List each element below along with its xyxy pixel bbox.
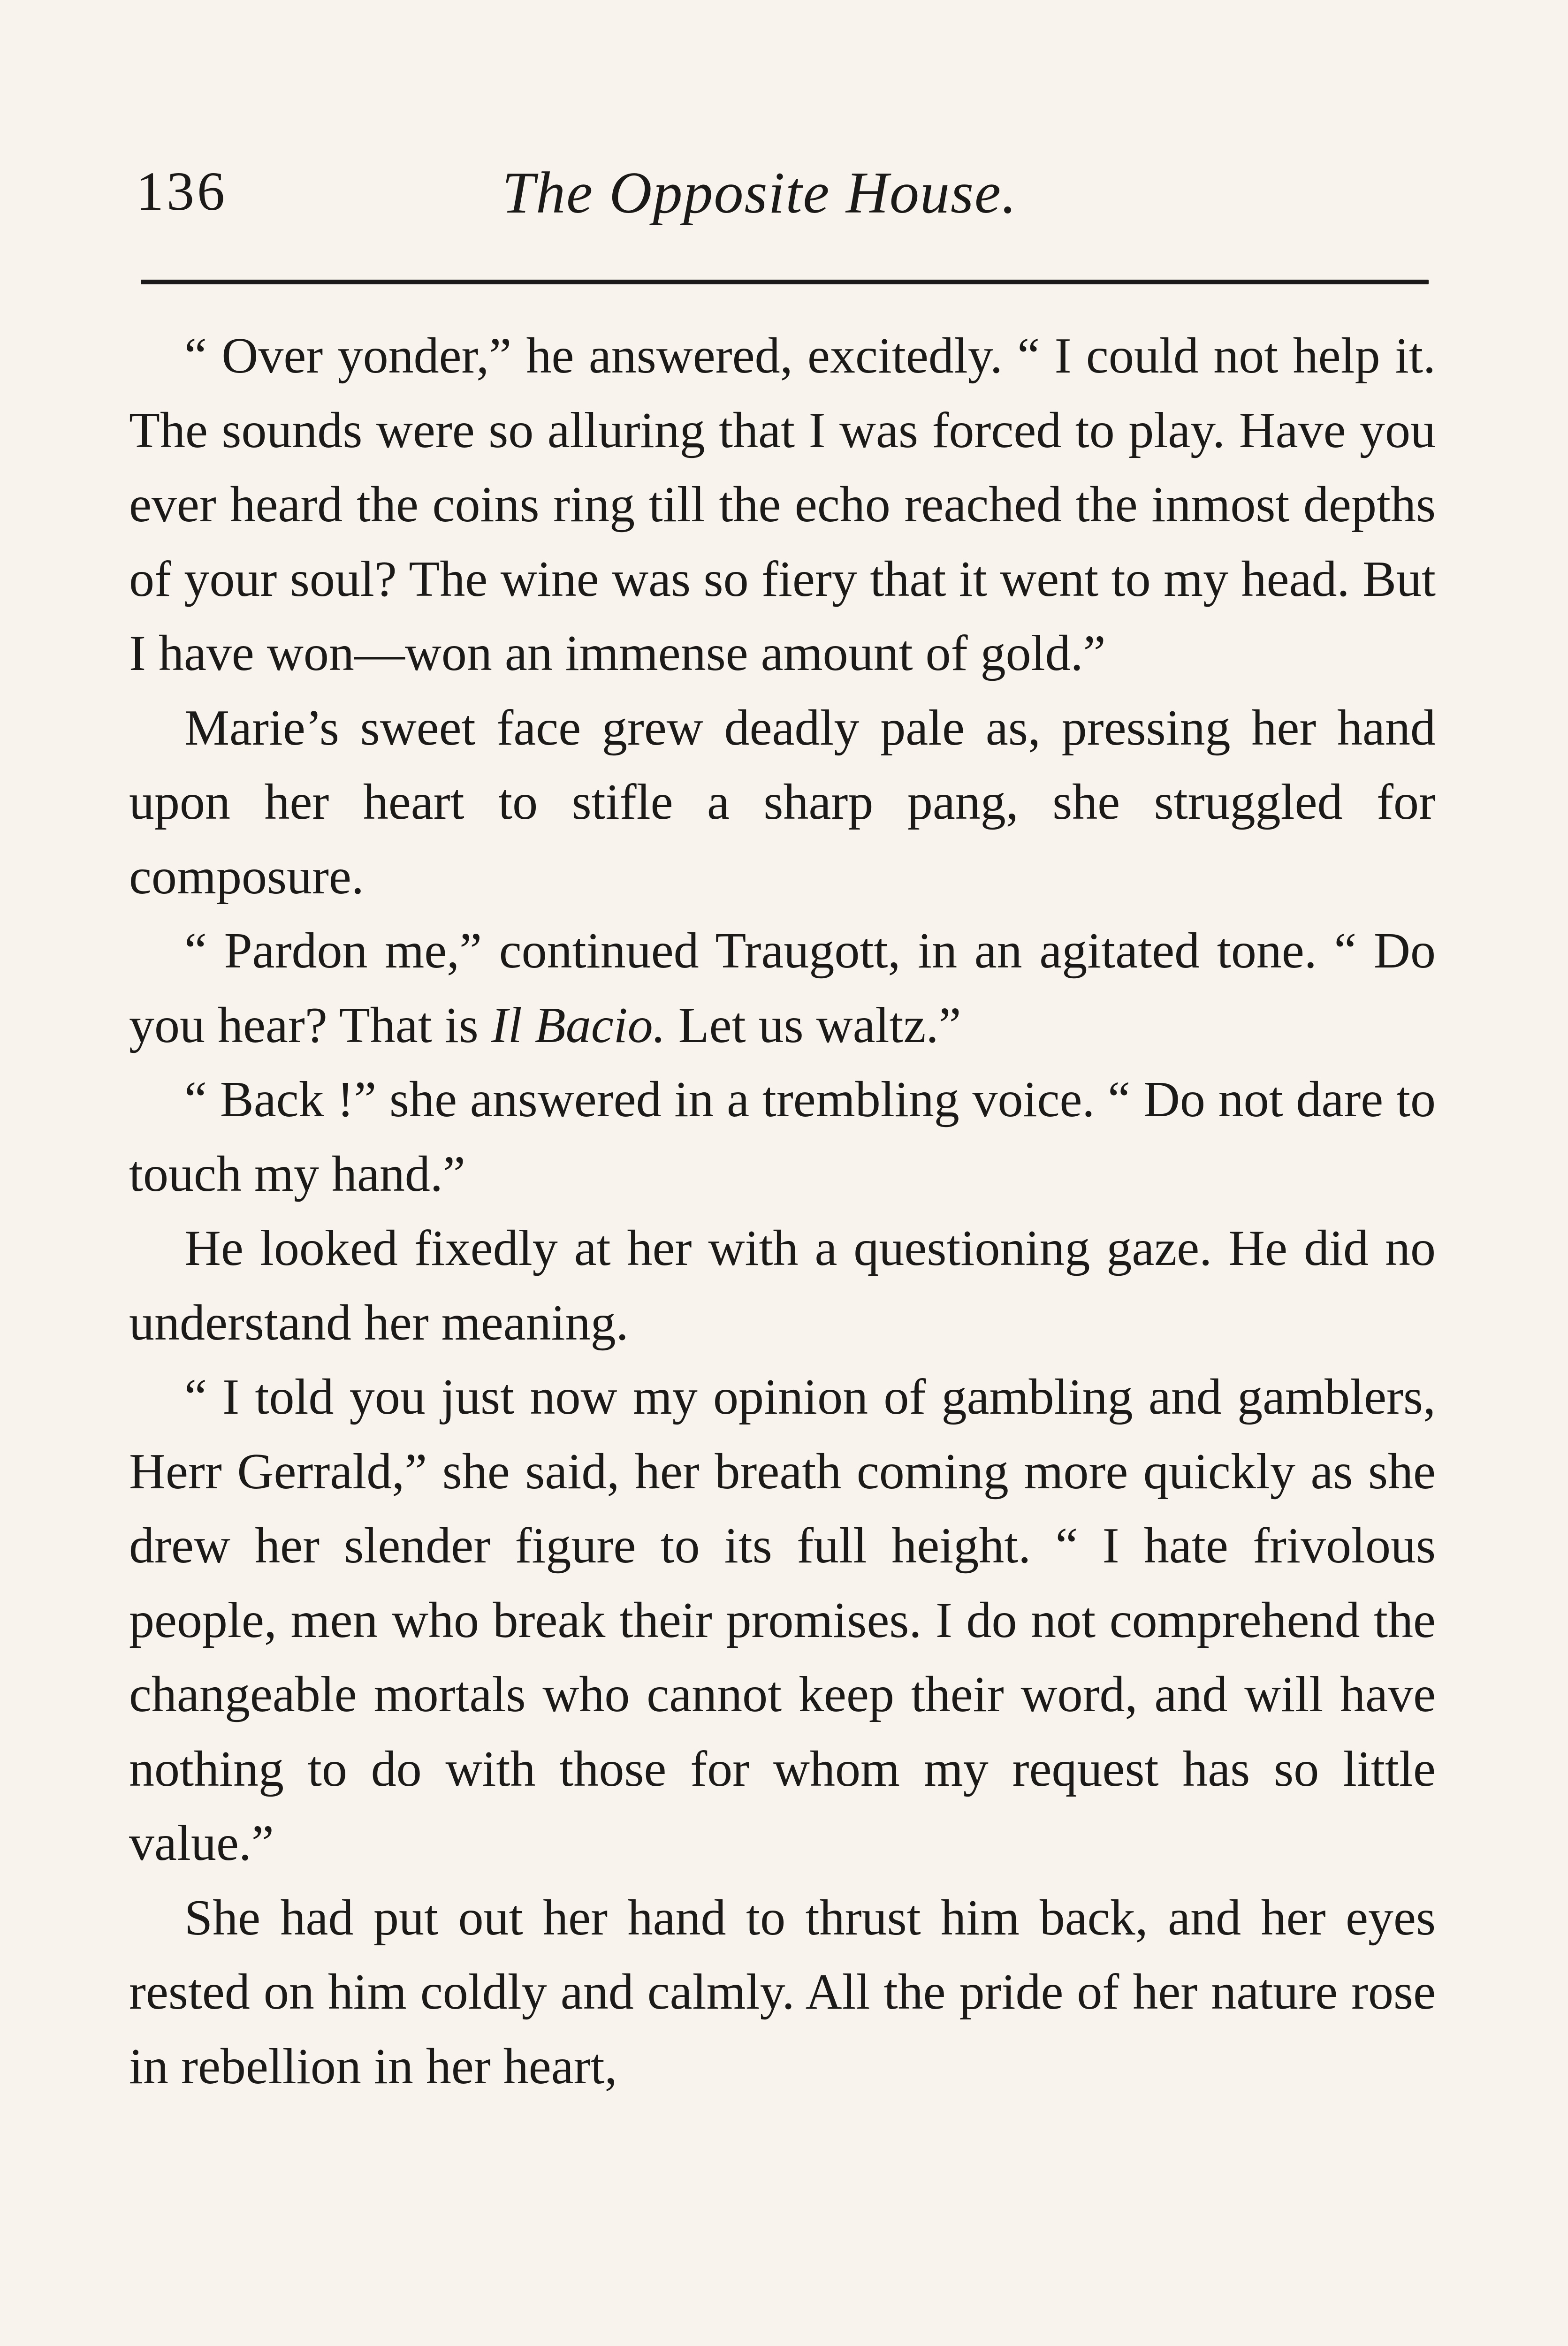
body-text xyxy=(129,319,1436,2104)
paragraph-6: “ I told you just now my opinion of gambling and gamblers, Herr Gerrald,” she said, her breath coming more quickly as she drew her slender figure to its full height. “ I hate frivolous people, men who break their promises. I do not comprehend the changeable mortals who cannot keep their word, and will have nothing to do with those for whom my request has so little value.” xyxy=(129,1369,1436,1871)
page-header xyxy=(136,160,1436,235)
paragraph-7: She had put out her hand to thrust him back, and her eyes rested on him coldly and calmly. All the pride of her nature rose in rebellion in her heart, xyxy=(129,1889,1436,2095)
running-title: The Opposite House. xyxy=(502,160,1018,226)
header-rule xyxy=(141,280,1429,284)
paragraph-4: “ Back !” she answered in a trembling voice. “ Do not dare to touch my hand.” xyxy=(129,1072,1436,1202)
paragraph-1: “ Over yonder,” he answered, excitedly. “ I could not help it. The sounds were so alluring that I was forced to play. Have you ever heard the coins ring till the echo reached the inmost depths of your soul? The wine was so fiery that it went to my head. But I have won—won an immense amount of gold.” xyxy=(129,328,1436,681)
paragraph-5: He looked fixedly at her with a questioning gaze. He did no understand her meaning. xyxy=(129,1220,1436,1351)
paragraph-3-lead: “ Pardon me,” continued Traugott, in an agitated tone. “ Do you hear? That is xyxy=(129,923,1436,1053)
paragraph-3 xyxy=(129,914,1436,1063)
italic-title: Il Bacio. xyxy=(491,997,666,1053)
paragraph-2: Marie’s sweet face grew deadly pale as, pressing her hand upon her heart to stifle a sharp pang, she struggled for composure. xyxy=(129,700,1436,905)
page-number: 136 xyxy=(136,160,228,222)
paragraph-3-tail: Let us waltz.” xyxy=(665,997,961,1053)
